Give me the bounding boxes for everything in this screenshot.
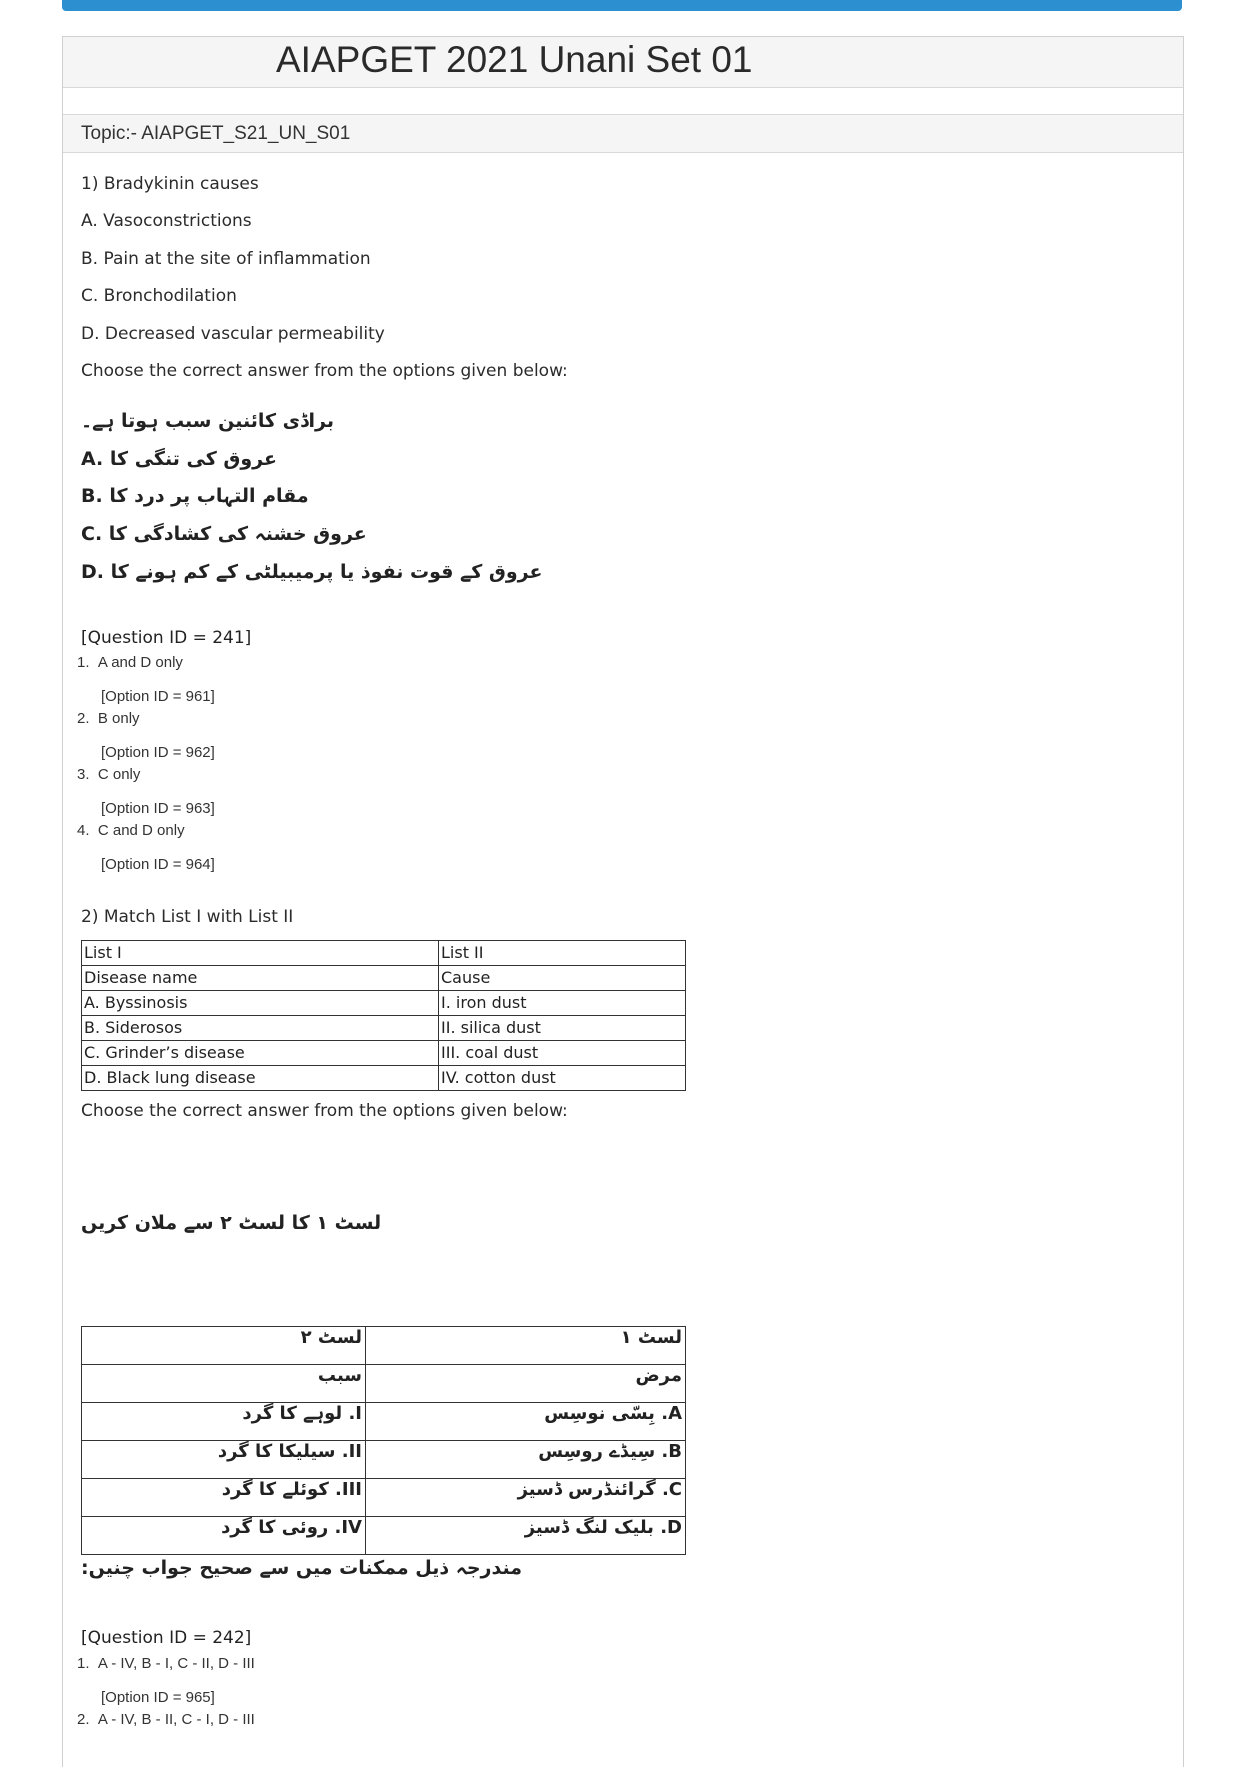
table-cell: D. بلیک لنگ ڈسیز <box>366 1517 686 1555</box>
table-row <box>82 1403 686 1441</box>
answer-text: C only <box>97 766 141 783</box>
table-row <box>82 1066 686 1091</box>
urdu-match-table <box>81 1326 686 1555</box>
table-cell: IV. cotton dust <box>439 1066 686 1091</box>
table-cell: لسٹ ۱ <box>366 1327 686 1365</box>
answer-number: 4. <box>77 822 90 839</box>
table-cell: IV. روئی کا گرد <box>82 1517 366 1555</box>
q1-answer-2[interactable] <box>77 710 140 727</box>
q2-answer-1[interactable] <box>77 1655 255 1672</box>
table-cell: مرض <box>366 1365 686 1403</box>
table-cell: Disease name <box>82 966 439 991</box>
q1-option-a: A. Vasoconstrictions <box>81 211 252 231</box>
q2-urdu-instruction: مندرجہ ذیل ممکنات میں سے صحیح جواب چنیں: <box>81 1557 522 1579</box>
table-cell: A. بِسّی نوسِس <box>366 1403 686 1441</box>
table-cell: II. silica dust <box>439 1016 686 1041</box>
table-cell: List II <box>439 941 686 966</box>
question-1-text: 1) Bradykinin causes <box>81 174 259 194</box>
q1-option-b: B. Pain at the site of inflammation <box>81 249 371 269</box>
table-cell: Cause <box>439 966 686 991</box>
table-cell: D. Black lung disease <box>82 1066 439 1091</box>
q1-instruction: Choose the correct answer from the options given below: <box>81 361 568 381</box>
answer-text: B only <box>97 710 140 727</box>
page-title: AIAPGET 2021 Unani Set 01 <box>276 39 753 80</box>
answer-text: C and D only <box>97 822 185 839</box>
table-cell: II. سیلیکا کا گرد <box>82 1441 366 1479</box>
q1-urdu-option-a: A. عروق کی تنگی کا <box>81 448 277 470</box>
answer-text: A - IV, B - I, C - II, D - III <box>97 1655 255 1672</box>
table-row <box>82 1365 686 1403</box>
answer-number: 1. <box>77 654 90 671</box>
q1-urdu-option-c: C. عروق خشنہ کی کشادگی کا <box>81 523 367 545</box>
answer-number: 2. <box>77 1711 90 1728</box>
match-list-table <box>81 940 686 1091</box>
answer-number: 1. <box>77 1655 90 1672</box>
table-row <box>82 1441 686 1479</box>
question-2-text: 2) Match List I with List II <box>81 907 294 927</box>
q1-option-id-4: [Option ID = 964] <box>101 856 215 873</box>
table-cell: III. کوئلے کا گرد <box>82 1479 366 1517</box>
table-cell: لسٹ ۲ <box>82 1327 366 1365</box>
answer-number: 3. <box>77 766 90 783</box>
q2-answer-2[interactable] <box>77 1711 255 1728</box>
table-row <box>82 1517 686 1555</box>
table-cell: III. coal dust <box>439 1041 686 1066</box>
table-row <box>82 1016 686 1041</box>
q1-urdu-question: براڈی کائنین سبب ہوتا ہے۔ <box>81 410 334 432</box>
table-cell: سبب <box>82 1365 366 1403</box>
q2-question-id: [Question ID = 242] <box>81 1628 252 1648</box>
table-cell: C. Grinder’s disease <box>82 1041 439 1066</box>
q1-answer-1[interactable] <box>77 654 183 671</box>
q1-question-id: [Question ID = 241] <box>81 628 252 648</box>
table-cell: A. Byssinosis <box>82 991 439 1016</box>
table-cell: List I <box>82 941 439 966</box>
q1-answer-4[interactable] <box>77 822 185 839</box>
q2-option-id-1: [Option ID = 965] <box>101 1689 215 1706</box>
q1-option-c: C. Bronchodilation <box>81 286 237 306</box>
answer-text: A - IV, B - II, C - I, D - III <box>97 1711 255 1728</box>
q1-answer-3[interactable] <box>77 766 140 783</box>
table-cell: B. سِیڈے روسِس <box>366 1441 686 1479</box>
top-accent-bar <box>62 0 1182 11</box>
answer-number: 2. <box>77 710 90 727</box>
table-row <box>82 941 686 966</box>
topic-label: Topic:- AIAPGET_S21_UN_S01 <box>81 123 351 144</box>
table-row <box>82 1041 686 1066</box>
q2-urdu-heading: لسٹ ۱ کا لسٹ ۲ سے ملان کریں <box>81 1212 382 1234</box>
table-row <box>82 1327 686 1365</box>
q1-urdu-option-d: D. عروق کے قوت نفوذ یا پرمیبیلٹی کے کم ہونے کا <box>81 561 543 583</box>
table-row <box>82 991 686 1016</box>
q1-option-d: D. Decreased vascular permeability <box>81 324 385 344</box>
title-row <box>63 37 1183 88</box>
table-row <box>82 1479 686 1517</box>
q1-option-id-2: [Option ID = 962] <box>101 744 215 761</box>
q1-urdu-option-b: B. مقام التہاب پر درد کا <box>81 485 309 507</box>
table-cell: C. گرائنڈرس ڈسیز <box>366 1479 686 1517</box>
spacer-row <box>63 88 1183 115</box>
topic-row <box>63 115 1183 153</box>
q1-option-id-1: [Option ID = 961] <box>101 688 215 705</box>
answer-text: A and D only <box>97 654 183 671</box>
table-row <box>82 966 686 991</box>
q2-instruction: Choose the correct answer from the options given below: <box>81 1101 568 1121</box>
q1-option-id-3: [Option ID = 963] <box>101 800 215 817</box>
table-cell: I. لوہے کا گرد <box>82 1403 366 1441</box>
table-cell: I. iron dust <box>439 991 686 1016</box>
table-cell: B. Siderosos <box>82 1016 439 1041</box>
